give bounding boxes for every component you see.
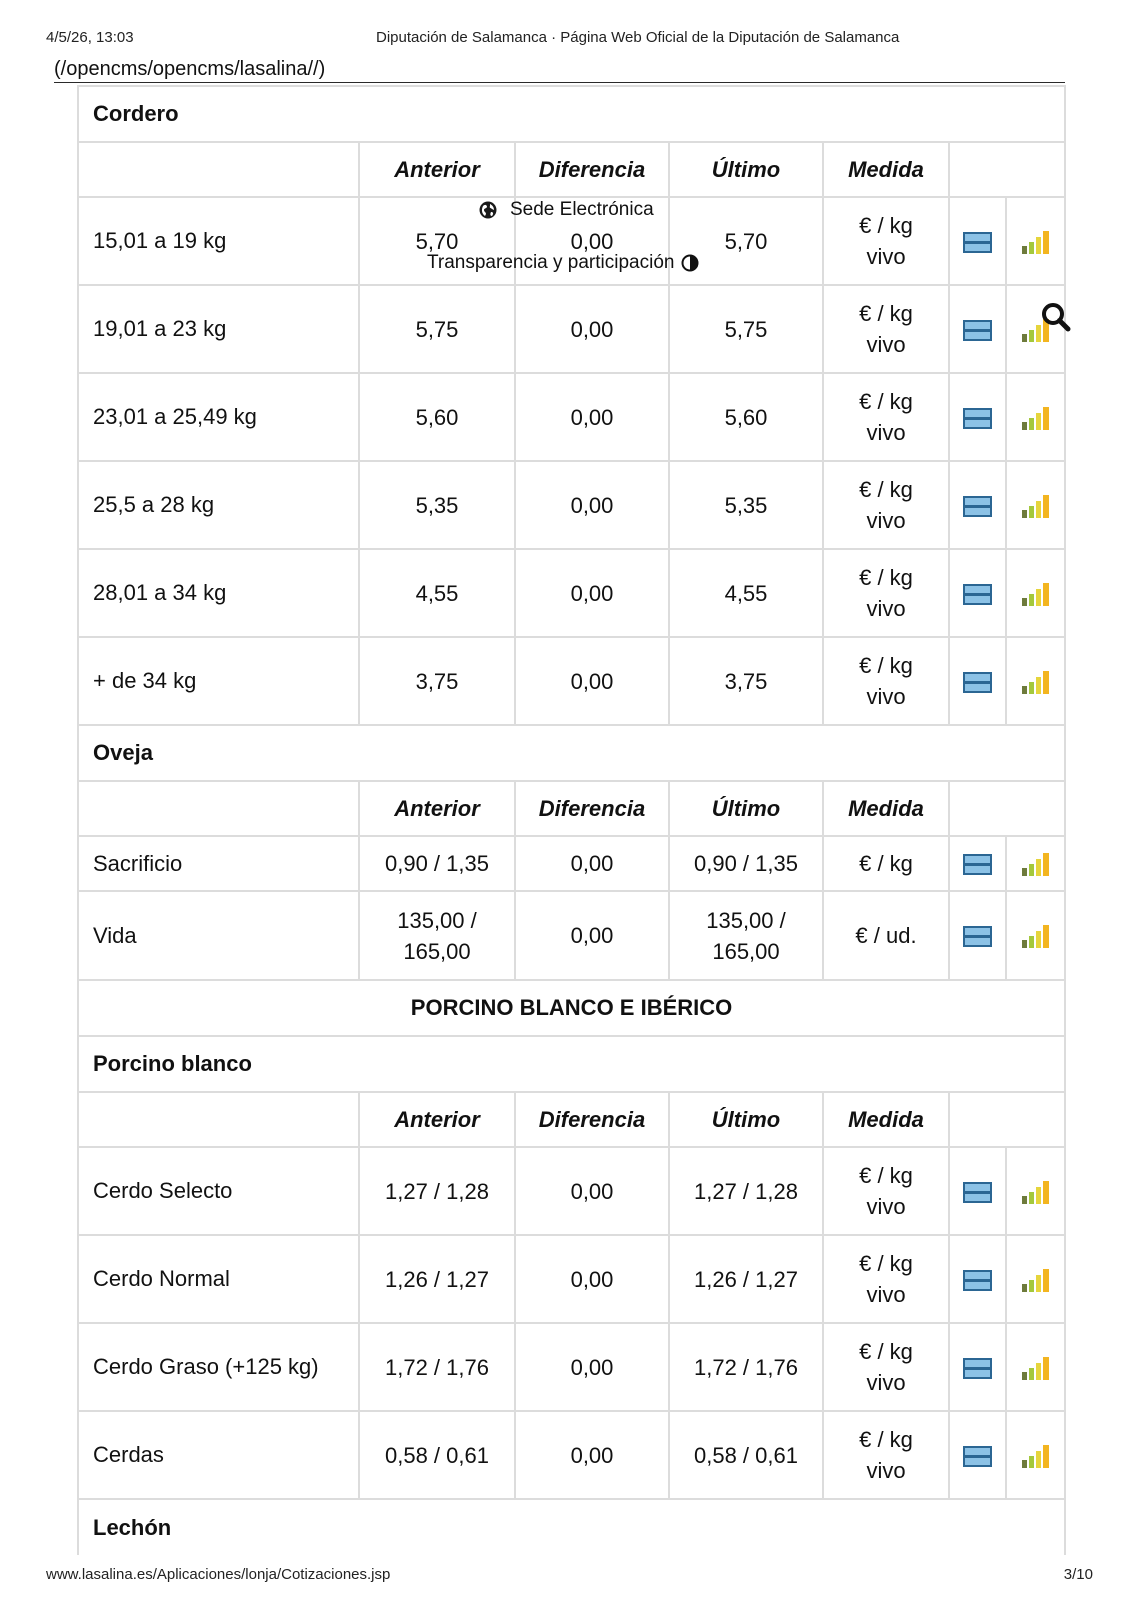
ultimo-value: 1,27 / 1,28 bbox=[669, 1147, 823, 1235]
table-view-cell bbox=[949, 197, 1006, 285]
anterior-value: 5,60 bbox=[359, 373, 515, 461]
diferencia-value: 0,00 bbox=[515, 1411, 669, 1499]
chart-view-cell bbox=[1006, 373, 1065, 461]
category-label: 15,01 a 19 kg bbox=[78, 197, 359, 285]
section-row bbox=[78, 1499, 1065, 1555]
header-divider bbox=[54, 82, 1065, 83]
table-icon[interactable] bbox=[963, 584, 992, 605]
bar-chart-icon[interactable] bbox=[1022, 407, 1050, 430]
search-icon[interactable] bbox=[1040, 301, 1072, 333]
category-label: Cerdo Graso (+125 kg) bbox=[78, 1323, 359, 1411]
ultimo-value: 1,26 / 1,27 bbox=[669, 1235, 823, 1323]
transparencia-link[interactable] bbox=[427, 252, 699, 274]
chart-view-cell bbox=[1006, 197, 1065, 285]
globe-icon bbox=[479, 201, 497, 219]
table-icon[interactable] bbox=[963, 408, 992, 429]
column-header-anterior: Anterior bbox=[359, 1092, 515, 1147]
column-header-blank bbox=[78, 142, 359, 197]
bar-chart-icon[interactable] bbox=[1022, 583, 1050, 606]
category-label: Cerdo Selecto bbox=[78, 1147, 359, 1235]
medida-value: € / kg vivo bbox=[823, 197, 949, 285]
table-row bbox=[78, 1235, 1065, 1323]
column-header-diferencia: Diferencia bbox=[515, 781, 669, 836]
table-row bbox=[78, 461, 1065, 549]
diferencia-value: 0,00 bbox=[515, 1147, 669, 1235]
table-icon[interactable] bbox=[963, 1270, 992, 1291]
table-row bbox=[78, 1411, 1065, 1499]
section-title-lechon: Lechón bbox=[78, 1499, 1065, 1555]
column-header-medida: Medida bbox=[823, 781, 949, 836]
anterior-value: 1,26 / 1,27 bbox=[359, 1235, 515, 1323]
table-view-cell bbox=[949, 1235, 1006, 1323]
bar-chart-icon[interactable] bbox=[1022, 231, 1050, 254]
table-view-cell bbox=[949, 1323, 1006, 1411]
column-header-blank bbox=[78, 1092, 359, 1147]
bar-chart-icon[interactable] bbox=[1022, 1357, 1050, 1380]
chart-view-cell bbox=[1006, 637, 1065, 725]
chart-view-cell bbox=[1006, 1323, 1065, 1411]
category-label: 28,01 a 34 kg bbox=[78, 549, 359, 637]
diferencia-value: 0,00 bbox=[515, 285, 669, 373]
contrast-icon[interactable] bbox=[681, 254, 699, 272]
column-header-ultimo: Último bbox=[669, 781, 823, 836]
column-header-diferencia: Diferencia bbox=[515, 1092, 669, 1147]
anterior-value: 1,27 / 1,28 bbox=[359, 1147, 515, 1235]
medida-value: € / kg vivo bbox=[823, 285, 949, 373]
anterior-value: 5,35 bbox=[359, 461, 515, 549]
table-icon[interactable] bbox=[963, 854, 992, 875]
section-row bbox=[78, 980, 1065, 1036]
section-title-oveja: Oveja bbox=[78, 725, 1065, 781]
ultimo-value: 0,58 / 0,61 bbox=[669, 1411, 823, 1499]
chart-view-cell bbox=[1006, 836, 1065, 891]
category-label: Sacrificio bbox=[78, 836, 359, 891]
medida-value: € / kg bbox=[823, 836, 949, 891]
column-header-row bbox=[78, 142, 1065, 197]
chart-view-cell bbox=[1006, 1411, 1065, 1499]
bar-chart-icon[interactable] bbox=[1022, 1181, 1050, 1204]
table-icon[interactable] bbox=[963, 232, 992, 253]
section-row bbox=[78, 86, 1065, 142]
chart-view-cell bbox=[1006, 461, 1065, 549]
category-label: + de 34 kg bbox=[78, 637, 359, 725]
medida-value: € / kg vivo bbox=[823, 1411, 949, 1499]
diferencia-value: 0,00 bbox=[515, 1323, 669, 1411]
section-title-porcino-blanco: Porcino blanco bbox=[78, 1036, 1065, 1092]
table-row bbox=[78, 1323, 1065, 1411]
diferencia-value: 0,00 bbox=[515, 373, 669, 461]
print-page-title: Diputación de Salamanca · Página Web Oficial de la Diputación de Salamanca bbox=[376, 29, 900, 46]
table-view-cell bbox=[949, 549, 1006, 637]
table-icon[interactable] bbox=[963, 1446, 992, 1467]
medida-value: € / ud. bbox=[823, 891, 949, 980]
table-row bbox=[78, 373, 1065, 461]
ultimo-value: 3,75 bbox=[669, 637, 823, 725]
medida-value: € / kg vivo bbox=[823, 1323, 949, 1411]
category-label: 25,5 a 28 kg bbox=[78, 461, 359, 549]
table-view-cell bbox=[949, 461, 1006, 549]
column-header-actions bbox=[949, 781, 1065, 836]
diferencia-value: 0,00 bbox=[515, 461, 669, 549]
ultimo-value: 4,55 bbox=[669, 549, 823, 637]
table-view-cell bbox=[949, 1147, 1006, 1235]
column-header-row bbox=[78, 781, 1065, 836]
table-view-cell bbox=[949, 637, 1006, 725]
table-icon[interactable] bbox=[963, 496, 992, 517]
chart-view-cell bbox=[1006, 1147, 1065, 1235]
category-label: 19,01 a 23 kg bbox=[78, 285, 359, 373]
column-header-medida: Medida bbox=[823, 142, 949, 197]
anterior-value: 5,75 bbox=[359, 285, 515, 373]
medida-value: € / kg vivo bbox=[823, 1147, 949, 1235]
bar-chart-icon[interactable] bbox=[1022, 1269, 1050, 1292]
anterior-value: 135,00 / 165,00 bbox=[359, 891, 515, 980]
medida-value: € / kg vivo bbox=[823, 637, 949, 725]
column-header-anterior: Anterior bbox=[359, 781, 515, 836]
table-icon[interactable] bbox=[963, 926, 992, 947]
section-row bbox=[78, 725, 1065, 781]
bar-chart-icon[interactable] bbox=[1022, 853, 1050, 876]
table-view-cell bbox=[949, 891, 1006, 980]
ultimo-value: 5,60 bbox=[669, 373, 823, 461]
ultimo-value: 5,70 bbox=[669, 197, 823, 285]
column-header-ultimo: Último bbox=[669, 142, 823, 197]
chart-view-cell bbox=[1006, 549, 1065, 637]
site-link-url: (/opencms/opencms/lasalina//) bbox=[54, 58, 326, 80]
column-header-blank bbox=[78, 781, 359, 836]
column-header-diferencia: Diferencia bbox=[515, 142, 669, 197]
table-row bbox=[78, 549, 1065, 637]
bar-chart-icon[interactable] bbox=[1022, 1445, 1050, 1468]
category-label: Cerdo Normal bbox=[78, 1235, 359, 1323]
table-view-cell bbox=[949, 1411, 1006, 1499]
table-row bbox=[78, 836, 1065, 891]
print-footer-url: www.lasalina.es/Aplicaciones/lonja/Cotizaciones.jsp bbox=[46, 1566, 391, 1583]
column-header-anterior: Anterior bbox=[359, 142, 515, 197]
medida-value: € / kg vivo bbox=[823, 1235, 949, 1323]
table-view-cell bbox=[949, 836, 1006, 891]
section-row bbox=[78, 1036, 1065, 1092]
diferencia-value: 0,00 bbox=[515, 836, 669, 891]
bar-chart-icon[interactable] bbox=[1022, 671, 1050, 694]
medida-value: € / kg vivo bbox=[823, 373, 949, 461]
ultimo-value: 1,72 / 1,76 bbox=[669, 1323, 823, 1411]
column-header-row bbox=[78, 1092, 1065, 1147]
diferencia-value: 0,00 bbox=[515, 891, 669, 980]
table-row bbox=[78, 1147, 1065, 1235]
table-icon[interactable] bbox=[963, 672, 992, 693]
table-row bbox=[78, 285, 1065, 373]
medida-value: € / kg vivo bbox=[823, 461, 949, 549]
anterior-value: 4,55 bbox=[359, 549, 515, 637]
diferencia-value: 0,00 bbox=[515, 197, 669, 285]
diferencia-value: 0,00 bbox=[515, 637, 669, 725]
print-page-number: 3/10 bbox=[1063, 1566, 1093, 1583]
category-label: Cerdas bbox=[78, 1411, 359, 1499]
table-icon[interactable] bbox=[963, 1182, 992, 1203]
bar-chart-icon[interactable] bbox=[1022, 495, 1050, 518]
anterior-value: 0,58 / 0,61 bbox=[359, 1411, 515, 1499]
chart-view-cell bbox=[1006, 1235, 1065, 1323]
ultimo-value: 0,90 / 1,35 bbox=[669, 836, 823, 891]
column-header-actions bbox=[949, 142, 1065, 197]
ultimo-value: 5,75 bbox=[669, 285, 823, 373]
medida-value: € / kg vivo bbox=[823, 549, 949, 637]
chart-view-cell bbox=[1006, 891, 1065, 980]
table-row bbox=[78, 637, 1065, 725]
anterior-value: 3,75 bbox=[359, 637, 515, 725]
anterior-value: 5,70 bbox=[359, 197, 515, 285]
table-icon[interactable] bbox=[963, 320, 992, 341]
ultimo-value: 135,00 / 165,00 bbox=[669, 891, 823, 980]
column-header-ultimo: Último bbox=[669, 1092, 823, 1147]
table-view-cell bbox=[949, 285, 1006, 373]
diferencia-value: 0,00 bbox=[515, 549, 669, 637]
table-icon[interactable] bbox=[963, 1358, 992, 1379]
column-header-actions bbox=[949, 1092, 1065, 1147]
transparencia-label: Transparencia y participación bbox=[427, 252, 675, 273]
ultimo-value: 5,35 bbox=[669, 461, 823, 549]
category-label: Vida bbox=[78, 891, 359, 980]
diferencia-value: 0,00 bbox=[515, 1235, 669, 1323]
table-view-cell bbox=[949, 373, 1006, 461]
sede-electronica-link[interactable]: Sede Electrónica bbox=[510, 199, 654, 220]
anterior-value: 0,90 / 1,35 bbox=[359, 836, 515, 891]
column-header-medida: Medida bbox=[823, 1092, 949, 1147]
category-label: 23,01 a 25,49 kg bbox=[78, 373, 359, 461]
species-group-heading: PORCINO BLANCO E IBÉRICO bbox=[78, 980, 1065, 1036]
table-row bbox=[78, 891, 1065, 980]
section-title-cordero: Cordero bbox=[78, 86, 1065, 142]
print-datetime: 4/5/26, 13:03 bbox=[46, 29, 134, 46]
anterior-value: 1,72 / 1,76 bbox=[359, 1323, 515, 1411]
price-quotes-table bbox=[77, 85, 1066, 1555]
bar-chart-icon[interactable] bbox=[1022, 925, 1050, 948]
